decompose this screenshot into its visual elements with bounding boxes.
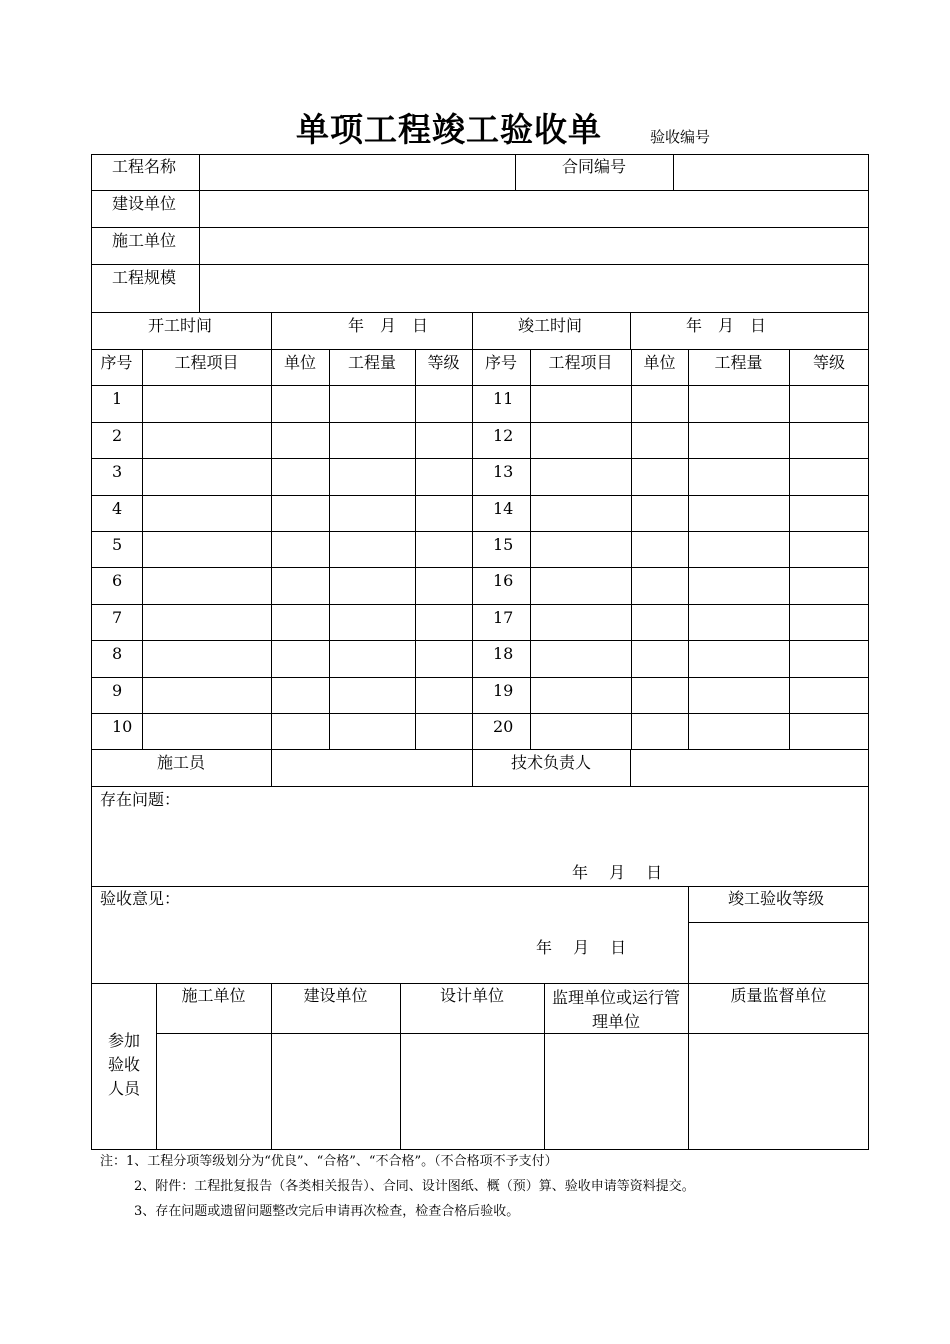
participant-col-design: 设计单位	[439, 986, 504, 1005]
row-number: 4	[112, 499, 123, 518]
divider	[673, 154, 674, 190]
row-number: 15	[493, 535, 514, 554]
divider	[688, 349, 689, 749]
contract-no-label: 合同编号	[562, 157, 627, 176]
divider	[329, 349, 330, 749]
divider	[91, 385, 869, 386]
divider	[271, 749, 272, 786]
row-number: 3	[112, 462, 123, 481]
completion-grade-label: 竣工验收等级	[728, 889, 825, 908]
divider	[688, 922, 869, 923]
divider	[91, 886, 869, 887]
header-quantity-left: 工程量	[347, 353, 396, 372]
row-number: 11	[493, 389, 514, 408]
note-2: 2、附件：工程批复报告（各类相关报告）、合同、设计图纸、概（预）算、验收申请等资料提交。	[134, 1179, 695, 1194]
divider	[156, 1033, 869, 1034]
completion-date-label: 竣工时间	[518, 316, 583, 335]
contractor-label: 施工单位	[112, 231, 177, 250]
participant-col-owner: 建设单位	[303, 986, 368, 1005]
header-grade-left: 等级	[427, 353, 460, 372]
divider	[789, 349, 790, 749]
divider	[688, 886, 689, 983]
divider	[91, 190, 869, 191]
header-item-left: 工程项目	[174, 353, 239, 372]
note-3: 3、存在问题或遗留问题整改完后申请再次检查，检查合格后验收。	[134, 1204, 520, 1219]
divider	[91, 567, 869, 568]
participant-col-quality: 质量监督单位	[730, 986, 827, 1005]
header-seq-left: 序号	[100, 353, 133, 372]
start-date-label: 开工时间	[148, 316, 213, 335]
divider	[91, 786, 869, 787]
divider	[631, 349, 632, 749]
divider	[415, 349, 416, 749]
divider	[472, 349, 473, 749]
title-row	[0, 104, 950, 152]
divider	[544, 983, 545, 1150]
divider	[142, 349, 143, 749]
divider	[515, 154, 516, 190]
divider	[91, 983, 869, 984]
row-number: 19	[493, 681, 514, 700]
participant-col-contractor: 施工单位	[181, 986, 246, 1005]
participants-label: 参加验收人员	[107, 1031, 140, 1098]
divider	[91, 495, 869, 496]
divider	[91, 458, 869, 459]
divider	[530, 349, 531, 749]
divider	[91, 640, 869, 641]
divider	[271, 312, 272, 349]
divider	[271, 349, 272, 749]
row-number: 13	[493, 462, 514, 481]
row-number: 14	[493, 499, 514, 518]
row-number: 12	[493, 426, 514, 445]
divider	[91, 349, 869, 350]
divider	[271, 983, 272, 1150]
builder-label: 施工员	[157, 753, 206, 772]
opinion-label: 验收意见：	[100, 889, 181, 908]
row-number: 16	[493, 571, 514, 590]
project-scale-label: 工程规模	[112, 268, 177, 287]
row-number: 7	[112, 608, 123, 627]
header-grade-right: 等级	[812, 353, 845, 372]
header-quantity-right: 工程量	[714, 353, 763, 372]
divider	[91, 749, 869, 750]
row-number: 18	[493, 644, 514, 663]
note-1: 注：1、工程分项等级划分为“优良”、“合格”、“不合格”。（不合格项不予支付）	[100, 1154, 558, 1169]
divider	[630, 749, 631, 786]
divider	[91, 312, 869, 313]
row-number: 5	[112, 535, 123, 554]
row-number: 20	[493, 717, 514, 736]
divider	[91, 677, 869, 678]
row-number: 8	[112, 644, 123, 663]
opinion-date: 年 月 日	[536, 938, 627, 957]
participant-col-supervision: 监理单位或运行管理单位	[552, 988, 681, 1031]
project-name-label: 工程名称	[112, 157, 177, 176]
issues-label: 存在问题：	[100, 790, 181, 809]
row-number: 2	[112, 426, 123, 445]
page-title: 单项工程竣工验收单	[296, 110, 602, 149]
header-item-right: 工程项目	[548, 353, 613, 372]
row-number: 10	[112, 717, 133, 736]
divider	[199, 154, 200, 312]
row-number: 1	[112, 389, 123, 408]
tech-lead-label: 技术负责人	[511, 753, 592, 772]
row-number: 6	[112, 571, 123, 590]
start-date-value: 年 月 日	[348, 316, 429, 335]
divider	[472, 749, 473, 786]
divider	[91, 531, 869, 532]
divider	[156, 983, 157, 1150]
divider	[400, 983, 401, 1150]
divider	[91, 422, 869, 423]
divider	[91, 604, 869, 605]
header-seq-right: 序号	[484, 353, 517, 372]
divider	[91, 264, 869, 265]
row-number: 9	[112, 681, 123, 700]
header-unit-right: 单位	[643, 353, 676, 372]
row-number: 17	[493, 608, 514, 627]
divider	[630, 312, 631, 349]
completion-date-value: 年 月 日	[686, 316, 767, 335]
acceptance-number-label: 验收编号	[650, 128, 711, 146]
divider	[472, 312, 473, 349]
header-unit-left: 单位	[283, 353, 316, 372]
construction-owner-label: 建设单位	[112, 194, 177, 213]
issues-date: 年 月 日	[572, 863, 663, 882]
divider	[688, 983, 689, 1150]
divider	[91, 227, 869, 228]
divider	[91, 713, 869, 714]
